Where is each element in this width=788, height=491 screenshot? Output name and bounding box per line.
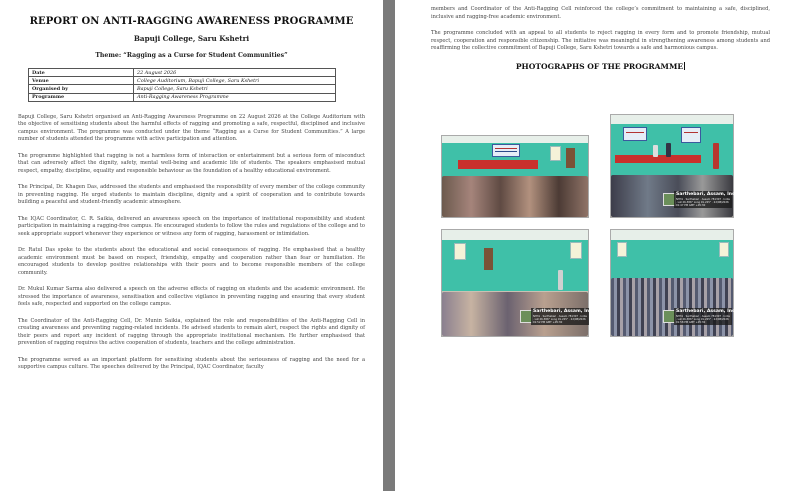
report-paragraph: Dr. Mukul Kumar Sarma also delivered a speech on the adverse effects of ragging on students and the academic environment. He stressed the importance of awareness, sensitisation and collective vigilance in preventing ragging and ensuring that every student feels safe, respected and supported on the college campus.: [18, 286, 365, 308]
programme-photo-1: [441, 135, 589, 218]
report-paragraph: Bapuji College, Saru Kshetri organised an Anti-Ragging Awareness Programme on 22 August 2026 at the College Auditorium with the objective of sensitising students about the harmful effects of ragging and promoting a safe, respectful, disciplined and inclusive campus environment. The programme was conducted under the theme “Ragging as a Curse for Student Communities.” A large number of students attended the programme with active participation and attention.: [18, 113, 365, 143]
report-paragraph: The programme served as an important platform for sensitising students about the seriousness of ragging and the need for a supportive campus culture. The speeches delivered by the Principal, IQAC Coordinator, faculty: [18, 356, 365, 371]
details-label: Organised by: [29, 85, 134, 93]
photo-geostamp: Sarthebari, Assam, India NH31 · Sarthebari · Assam 781307 · India · Lat 26.386° Long 91.225° · 22/08/2026 01:58 PM GMT +05:30: [676, 309, 741, 324]
photos-heading: PHOTOGRAPHS OF THE PROGRAMME: [515, 61, 684, 71]
details-row-venue: [29, 77, 336, 85]
text-cursor: [684, 62, 685, 70]
report-paragraph: members and Coordinator of the Anti-Ragging Cell reinforced the college’s commitment to maintaining a safe, disciplined, inclusive and ragging-free academic environment.: [431, 6, 770, 20]
details-table: [28, 68, 336, 102]
photo-geostamp: Sarthebari, Assam, India NH31 · Sarthebari · Assam 781307 · India · Lat 26.386° Long 91.225° · 22/08/2026 01:47 PM GMT +05:30: [676, 192, 741, 207]
report-page-right: [395, 0, 788, 491]
details-value: College Auditorium, Bapuji College, Saru Kshetri: [134, 77, 336, 85]
report-paragraph: The Principal, Dr. Khagen Das, addressed the students and emphasised the responsibility of every member of the college community in preventing ragging. He urged students to maintain discipline, dignity and a spirit of cooperation and to contribute towards building a peaceful and student-friendly academic atmosphere.: [18, 184, 365, 206]
college-name: Bapuji College, Saru Kshetri: [133, 34, 250, 43]
programme-photo-2: [610, 114, 741, 218]
report-paragraph: The programme concluded with an appeal to all students to reject ragging in every form and to promote friendship, mutual respect, cooperation and responsible citizenship. The initiative was meaningful in strengthening awareness among students and reaffirming the collective commitment of Bapuji College, Saru Kshetri towards a safe and harmonious campus.: [431, 30, 770, 51]
details-value: Anti-Ragging Awareness Programme: [134, 93, 336, 101]
details-label: Venue: [29, 77, 134, 85]
details-row-programme: [29, 93, 336, 101]
report-paragraph: Dr. Ratul Das spoke to the students about the educational and social consequences of ragging. He emphasised that a healthy academic environment must be based on respect, friendship, empathy and cooperation rather than fear or humiliation. He encouraged students to develop positive relationships with their peers and to become responsible members of the college community.: [18, 247, 365, 276]
details-value: 22 August 2026: [134, 69, 336, 77]
photo-geostamp: Sarthebari, Assam, India NH31 · Sarthebari · Assam 781307 · India · Lat 26.386° Long 91.225° · 22/08/2026 01:52 PM GMT +05:30: [533, 309, 598, 324]
report-paragraph: The Coordinator of the Anti-Ragging Cell, Dr. Munin Saikia, explained the role and responsibilities of the Anti-Ragging Cell in creating awareness and preventing ragging-related incidents. He advised students to remain alert, respect the rights and dignity of their peers and report any incident of ragging through the appropriate institutional mechanism. He further emphasised that prevention of ragging requires the active cooperation of students, teachers and the college administration.: [18, 317, 365, 347]
programme-theme: Theme: “Ragging as a Curse for Student Communities”: [95, 52, 288, 59]
report-page-left: [0, 0, 383, 491]
report-paragraph: The programme highlighted that ragging is not a harmless form of interaction or entertainment but a serious form of misconduct that can adversely affect the dignity, safety, mental well-being and academic life of students. The speakers emphasised mutual respect, empathy, discipline, equality and responsible behaviour as the foundation of a healthy educational environment.: [18, 152, 365, 174]
programme-photo-4: [610, 229, 741, 337]
report-paragraph: The IQAC Coordinator, C. R. Saikia, delivered an awareness speech on the importance of institutional responsibility and student participation in maintaining a ragging-free campus. He encouraged students to follow the rules and regulations of the college and to seek appropriate support whenever they experience or witness any form of ragging, harassment or intimidation.: [18, 215, 365, 237]
page-gutter: [383, 0, 395, 491]
details-label: Programme: [29, 93, 134, 101]
details-row-organiser: [29, 85, 336, 93]
details-label: Date: [29, 69, 134, 77]
details-row-date: [29, 69, 336, 77]
details-value: Bapuji College, Saru Kshetri: [134, 85, 336, 93]
report-title: REPORT ON ANTI-RAGGING AWARENESS PROGRAMME: [29, 16, 354, 27]
programme-photo-3: [441, 229, 598, 337]
